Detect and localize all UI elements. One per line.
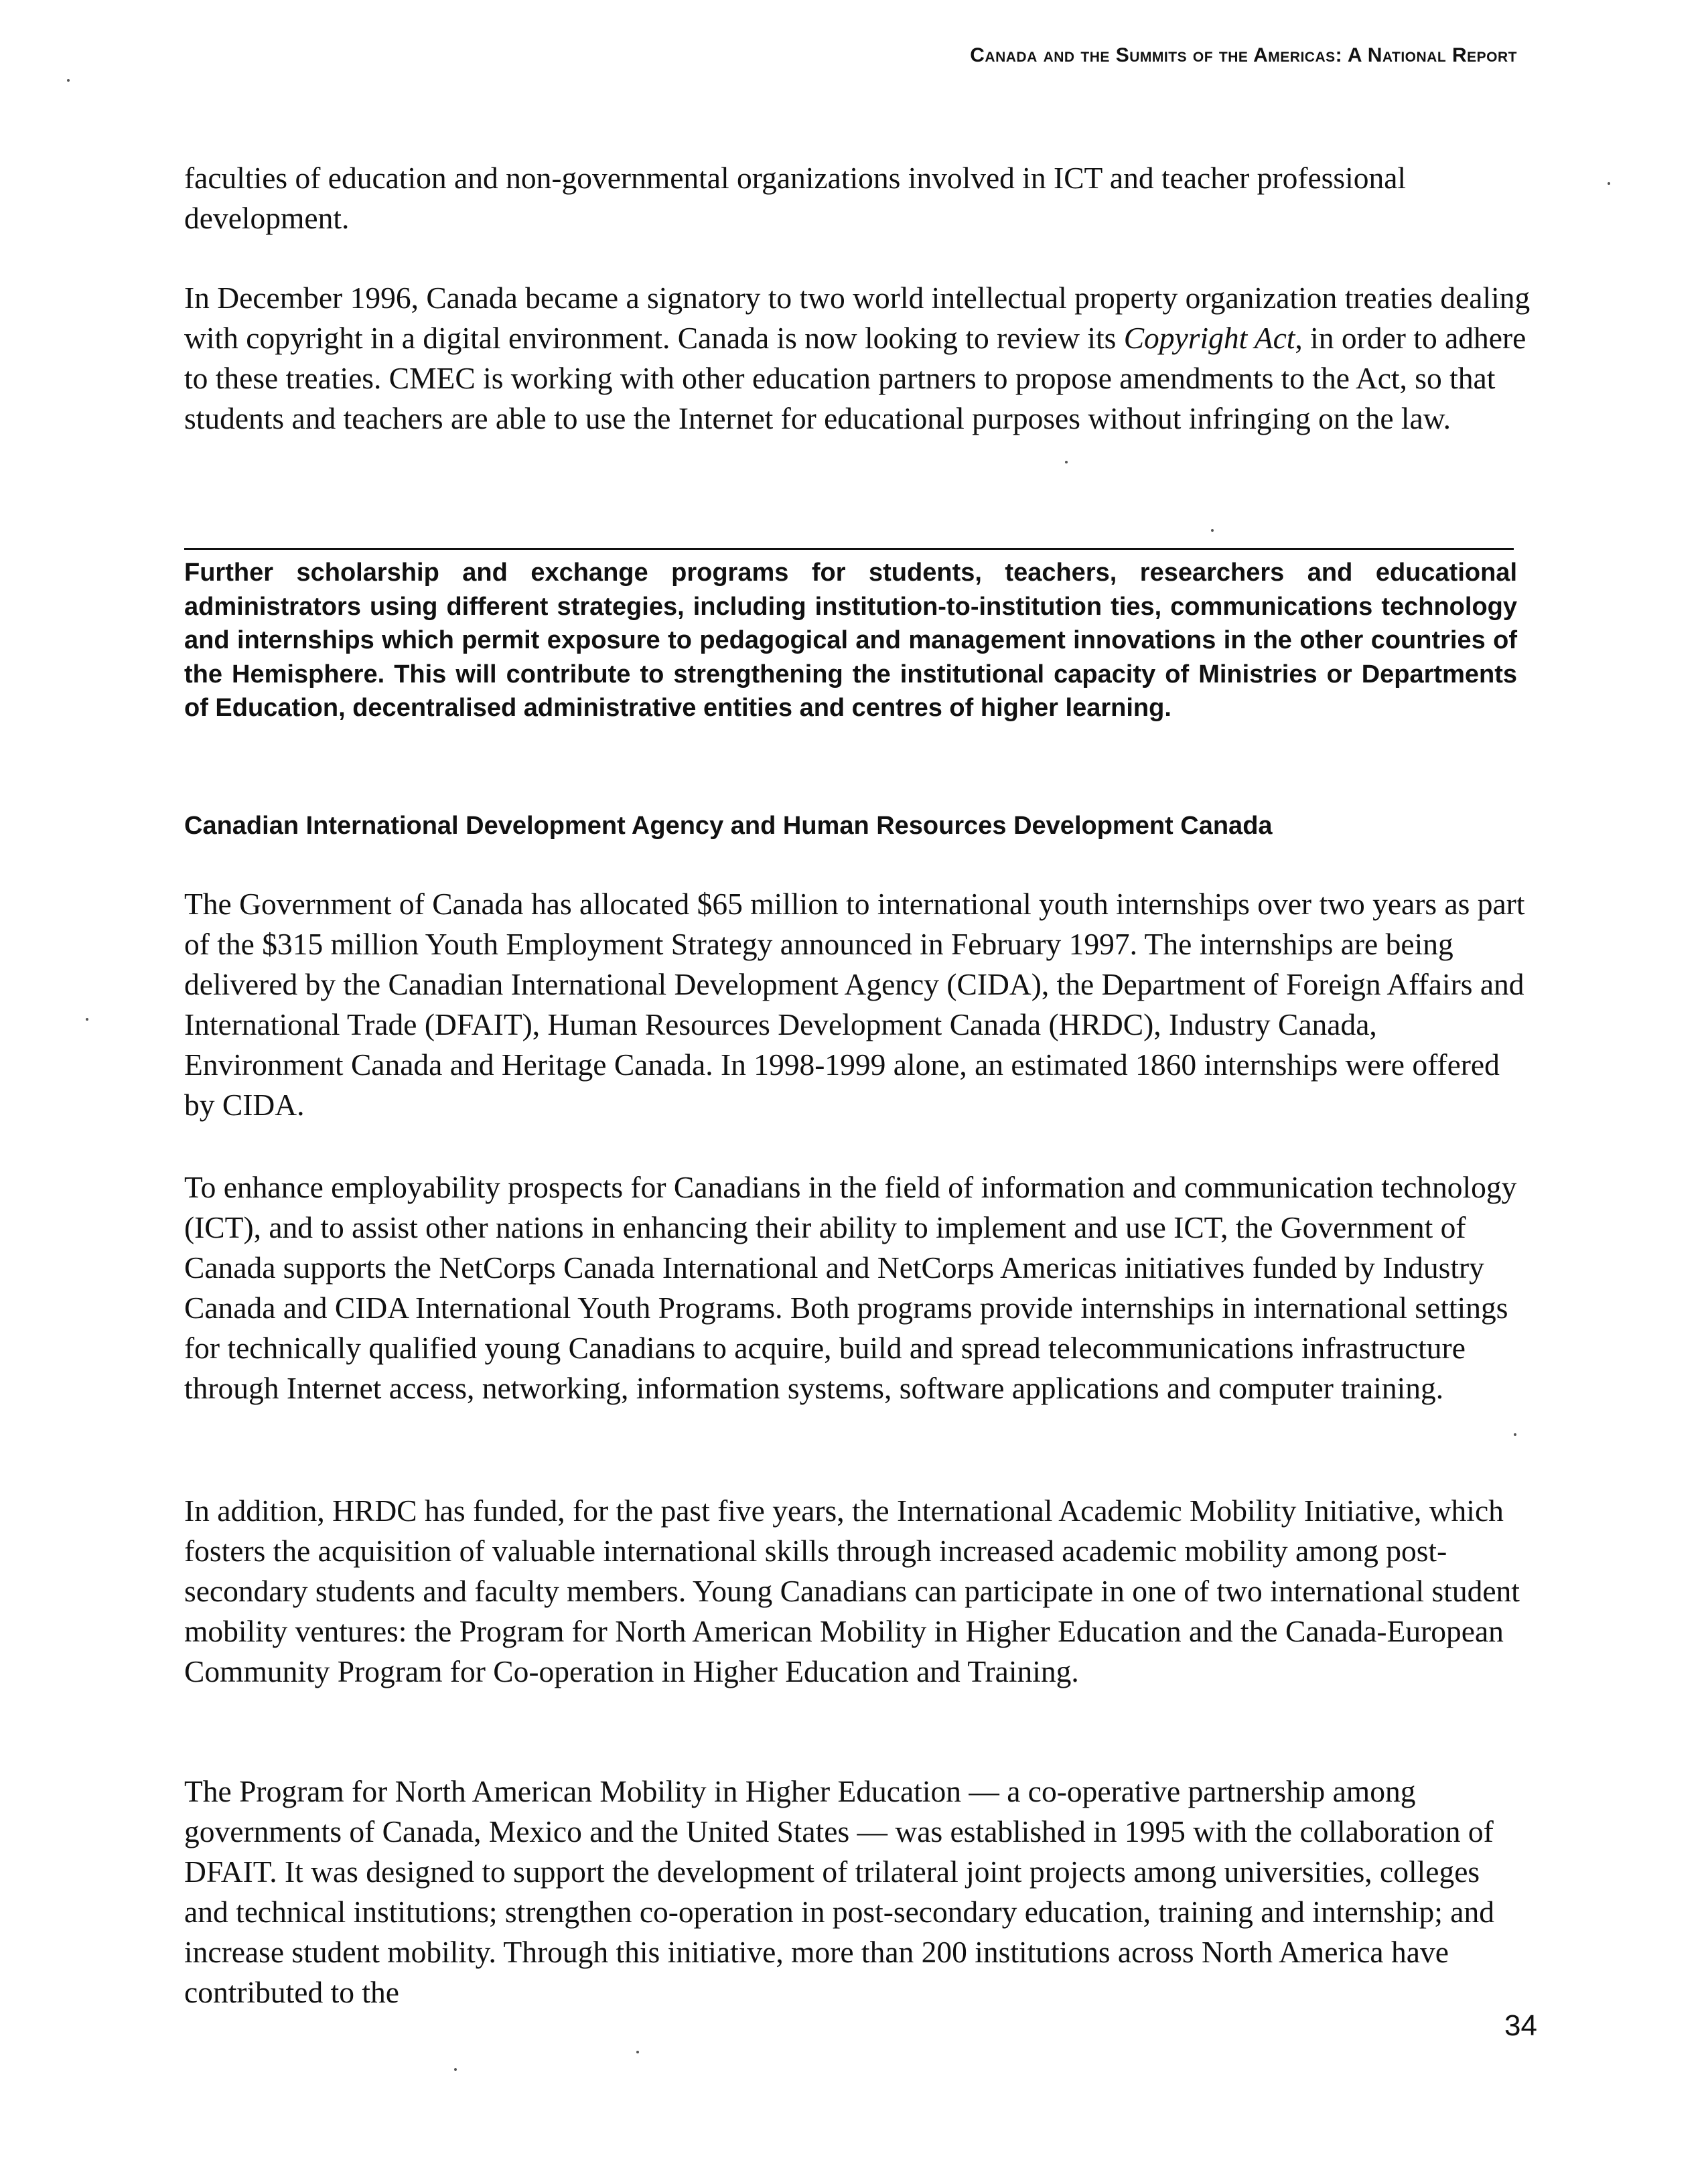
paragraph-north-american-mobility: The Program for North American Mobility in Higher Education — a co-operative partnership among governments of Canada, Mexico and the United States — was established in 1995 with the collaboration of DFAIT. It was designed to support the development of trilateral joint projects among universities, colleges and technical institutions; strengthen co-operation in post-secondary education, training and internship; and increase student mobility. Through this initiative, more than 200 institutions across North America have contributed to the: [184, 1774, 1494, 2009]
scan-speck: [1608, 182, 1610, 185]
paragraph-text: faculties of education and non-governmental organizations involved in ICT and teacher professional development.: [184, 161, 1407, 235]
scan-speck: [67, 79, 70, 82]
section-divider: [184, 548, 1514, 550]
paragraph-text: , in order to adhere to these treaties. CMEC is working with other education partners to propose amendments to the Act, so that students and teachers are able to use the Internet for educational purposes without infringing on the law.: [184, 321, 1526, 435]
running-header: Canada and the Summits of the Americas: A National Report: [970, 44, 1517, 66]
paragraph-teacher-development: [184, 158, 1531, 238]
scan-speck: [1514, 1433, 1516, 1436]
scan-speck: [1065, 461, 1068, 463]
scan-speck: [636, 2051, 639, 2053]
paragraph-netcorps: To enhance employability prospects for Canadians in the field of information and communication technology (ICT), and to assist other nations in enhancing their ability to implement and use ICT, the Government of Canada supports the NetCorps Canada International and NetCorps Americas initiatives funded by Industry Canada and CIDA International Youth Programs. Both programs provide internships in international settings for technically qualified young Canadians to acquire, build and spread telecommunications infrastructure through Internet access, networking, information systems, software applications and computer training.: [184, 1170, 1517, 1405]
scan-speck: [86, 1018, 88, 1021]
scan-speck: [1211, 529, 1214, 532]
paragraph-text: In December 1996, Canada became a signatory to two world intellectual property organization treaties dealing with copyright in a digital environment. Canada is now looking to review its: [184, 281, 1531, 355]
section-subheading: Canadian International Development Agency and Human Resources Development Canada: [184, 812, 1273, 840]
page-number: 34: [1504, 2009, 1537, 2042]
paragraph-copyright: [184, 278, 1531, 439]
paragraph-academic-mobility: In addition, HRDC has funded, for the past five years, the International Academic Mobility Initiative, which fosters the acquisition of valuable international skills through increased academic mobility among post-secondary students and faculty members. Young Canadians can participate in one of two international student mobility ventures: the Program for North American Mobility in Higher Education and the Canada-European Community Program for Co-operation in Higher Education and Training.: [184, 1494, 1520, 1688]
scan-speck: [454, 2068, 457, 2071]
paragraph-youth-internships: The Government of Canada has allocated $65 million to international youth internships over two years as part of the $315 million Youth Employment Strategy announced in February 1997. The internships are being delivered by the Canadian International Development Agency (CIDA), the Department of Foreign Affairs and International Trade (DFAIT), Human Resources Development Canada (HRDC), Industry Canada, Environment Canada and Heritage Canada. In 1998-1999 alone, an estimated 1860 internships were offered by CIDA.: [184, 887, 1525, 1122]
copyright-act-title: Copyright Act: [1123, 321, 1295, 355]
summit-goal-statement: Further scholarship and exchange programs for students, teachers, researchers and educational administrators using different strategies, including institution-to-institution ties, communications technology and internships which permit exposure to pedagogical and management innovations in the other countries of the Hemisphere. This will contribute to strengthening the institutional capacity of Ministries or Departments of Education, decentralised administrative entities and centres of higher learning.: [184, 559, 1517, 722]
